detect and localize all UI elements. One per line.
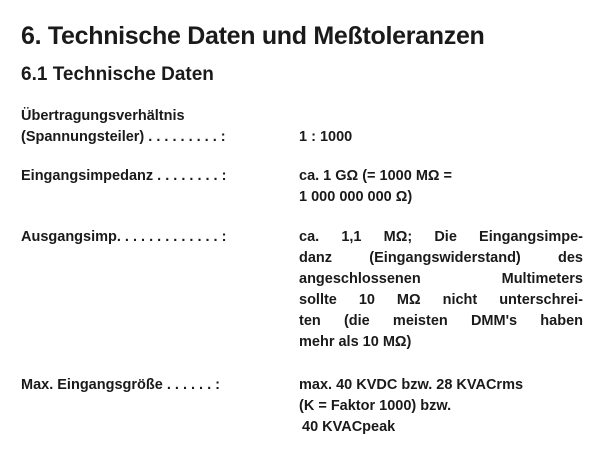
spec-value-input-impedance-line-2: 1 000 000 000 Ω) — [299, 189, 413, 205]
spec-value-output-impedance — [299, 227, 583, 353]
spec-label-max-input: Max. Eingangsgröße . . . . . . : — [21, 377, 220, 393]
spec-value-input-impedance — [299, 166, 583, 208]
spec-row-output-impedance — [21, 227, 596, 355]
spec-label-ratio — [21, 106, 296, 148]
spec-label-ratio-line-2: (Spannungsteiler) . . . . . . . . . : — [21, 129, 226, 145]
spec-value-max-input-line-2: (K = Faktor 1000) bzw. — [299, 398, 452, 414]
spec-value-max-input — [299, 375, 583, 438]
spec-label-ratio-line-1: Übertragungsverhältnis — [21, 108, 185, 124]
spec-row-input-impedance — [21, 166, 596, 210]
spec-value-ratio-line-1: 1 : 1000 — [299, 129, 353, 145]
section-heading: 6. Technische Daten und Meßtoleranzen — [21, 22, 485, 50]
spec-value-max-input-line-1: max. 40 KVDC bzw. 28 KVACrms — [299, 377, 524, 393]
spec-value-output-impedance-line-6: mehr als 10 MΩ) — [299, 334, 412, 350]
spec-value-output-impedance-line-1: ca. 1,1 MΩ; Die Eingangsimpe- — [299, 229, 583, 245]
spec-row-max-input — [21, 375, 596, 441]
spec-value-output-impedance-line-2: danz (Eingangswiderstand) des — [299, 250, 583, 266]
spec-row-ratio — [21, 106, 596, 150]
spec-value-max-input-line-3: 40 KVACpeak — [302, 419, 396, 435]
spec-value-output-impedance-line-4: sollte 10 MΩ nicht unterschrei- — [299, 292, 583, 308]
spec-label-output-impedance: Ausgangsimp. . . . . . . . . . . . . : — [21, 229, 227, 245]
spec-value-input-impedance-line-1: ca. 1 GΩ (= 1000 MΩ = — [299, 168, 453, 184]
subsection-heading: 6.1 Technische Daten — [21, 64, 214, 85]
spec-value-output-impedance-line-5: ten (die meisten DMM's haben — [299, 313, 583, 329]
spec-value-output-impedance-line-3: angeschlossenen Multimeters — [299, 271, 583, 287]
spec-value-ratio — [299, 127, 583, 148]
spec-label-input-impedance: Eingangsimpedanz . . . . . . . . : — [21, 168, 227, 184]
